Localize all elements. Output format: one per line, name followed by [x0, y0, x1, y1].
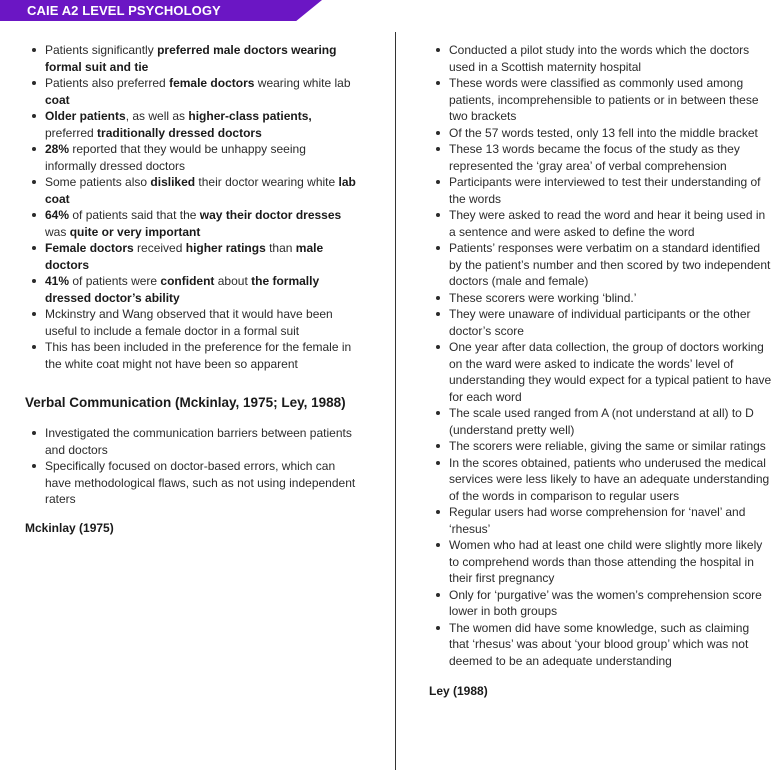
list-item: One year after data collection, the group of doctors working on the ward were asked to indicate the words’ level of understanding they would expect for a typical patient to have for each word [432, 339, 772, 405]
item-text: Patients also preferred [45, 76, 170, 90]
item-emphasis: male doctors [45, 241, 324, 272]
study-heading-mckinlay: Mckinlay (1975) [25, 520, 114, 535]
item-emphasis: Female doctors [45, 241, 134, 255]
item-emphasis: 41% [45, 274, 70, 288]
list-item: Regular users had worse comprehension for ‘navel’ and ‘rhesus’ [432, 504, 772, 537]
list-item: Participants were interviewed to test their understanding of the words [432, 174, 772, 207]
list-item: Specifically focused on doctor-based errors, which can have methodological flaws, such as not using independent raters [28, 458, 360, 508]
list-item: The women did have some knowledge, such as claiming that ‘rhesus’ was about ‘your blood group’ which was not deemed to be an adequate understanding [432, 620, 772, 670]
item-emphasis: coat [45, 92, 70, 107]
left-column [25, 42, 360, 536]
item-text: of patients said that the [69, 208, 200, 222]
item-emphasis: the formally dressed doctor’s ability [45, 274, 320, 305]
section-heading: Verbal Communication (Mckinlay, 1975; Ley, 1988) [25, 395, 346, 410]
list-item [28, 207, 360, 240]
list-item: The scorers were reliable, giving the same or similar ratings [432, 438, 772, 455]
overview-list [28, 425, 360, 508]
item-emphasis: lab coat [45, 175, 356, 206]
list-item [28, 174, 360, 207]
item-text: This has been included in the preference for the female in the white coat might not have been so apparent [45, 340, 352, 371]
item-emphasis: quite or very important [69, 224, 201, 239]
item-emphasis: preferred male doctors wearing formal suit and tie [45, 43, 337, 74]
item-text: of patients were [69, 274, 161, 288]
findings-list [28, 42, 360, 372]
list-item [28, 141, 360, 174]
item-emphasis: Older patients [45, 109, 126, 123]
list-item [28, 75, 360, 108]
study-heading-ley: Ley (1988) [429, 684, 488, 698]
list-item [28, 306, 360, 339]
item-emphasis: higher ratings [185, 241, 266, 255]
item-text: , as well as [125, 109, 189, 123]
list-item: Of the 57 words tested, only 13 fell into the middle bracket [432, 125, 772, 142]
item-text: reported that they would be unhappy seeing informally dressed doctors [45, 142, 306, 173]
item-text: than [265, 241, 296, 255]
item-emphasis: disliked [150, 175, 196, 189]
list-item: Only for ‘purgative’ was the women’s comprehension score lower in both groups [432, 587, 772, 620]
list-item: They were unaware of individual participants or the other doctor’s score [432, 306, 772, 339]
list-item: They were asked to read the word and hear it being used in a sentence and were asked to define the word [432, 207, 772, 240]
list-item: Conducted a pilot study into the words which the doctors used in a Scottish maternity hospital [432, 42, 772, 75]
item-emphasis: traditionally dressed doctors [97, 125, 262, 140]
item-emphasis: 64% [45, 208, 70, 222]
column-divider [395, 32, 396, 770]
item-emphasis: higher-class patients, [188, 109, 312, 123]
list-item: Women who had at least one child were slightly more likely to comprehend words than those attending the hospital in their first pregnancy [432, 537, 772, 587]
item-text: was [45, 224, 70, 239]
list-item: These words were classified as commonly used among patients, incomprehensible to patients or in between these two brackets [432, 75, 772, 125]
item-text: their doctor wearing white [195, 175, 339, 189]
item-text: Mckinstry and Wang observed that it would have been useful to include a female doctor in a formal suit [45, 307, 333, 338]
item-text: wearing white lab [254, 76, 351, 90]
list-item: The scale used ranged from A (not understand at all) to D (understand pretty well) [432, 405, 772, 438]
list-item [28, 273, 360, 306]
item-emphasis: 28% [45, 142, 70, 156]
right-column [429, 42, 772, 699]
list-item [28, 108, 360, 141]
list-item: These scorers were working ‘blind.’ [432, 290, 772, 307]
list-item [28, 240, 360, 273]
item-text: about [214, 274, 252, 288]
list-item [28, 42, 360, 75]
list-item [28, 339, 360, 372]
item-emphasis: female doctors [169, 76, 255, 90]
item-text: Patients significantly [45, 43, 158, 57]
procedure-list [432, 42, 772, 669]
item-emphasis: way their doctor dresses [199, 208, 342, 222]
list-item: In the scores obtained, patients who underused the medical services were less likely to have an adequate understanding of the words in comparison to regular users [432, 455, 772, 505]
item-text: received [133, 241, 186, 255]
list-item: Patients’ responses were verbatim on a standard identified by the patient’s number and then scored by two independent doctors (male and female) [432, 240, 772, 290]
item-text: preferred [45, 125, 98, 140]
list-item: Investigated the communication barriers between patients and doctors [28, 425, 360, 458]
item-text: Some patients also [45, 175, 151, 189]
list-item: These 13 words became the focus of the study as they represented the ‘gray area’ of verbal comprehension [432, 141, 772, 174]
item-emphasis: confident [160, 274, 215, 288]
header-title: CAIE A2 LEVEL PSYCHOLOGY [27, 3, 221, 18]
